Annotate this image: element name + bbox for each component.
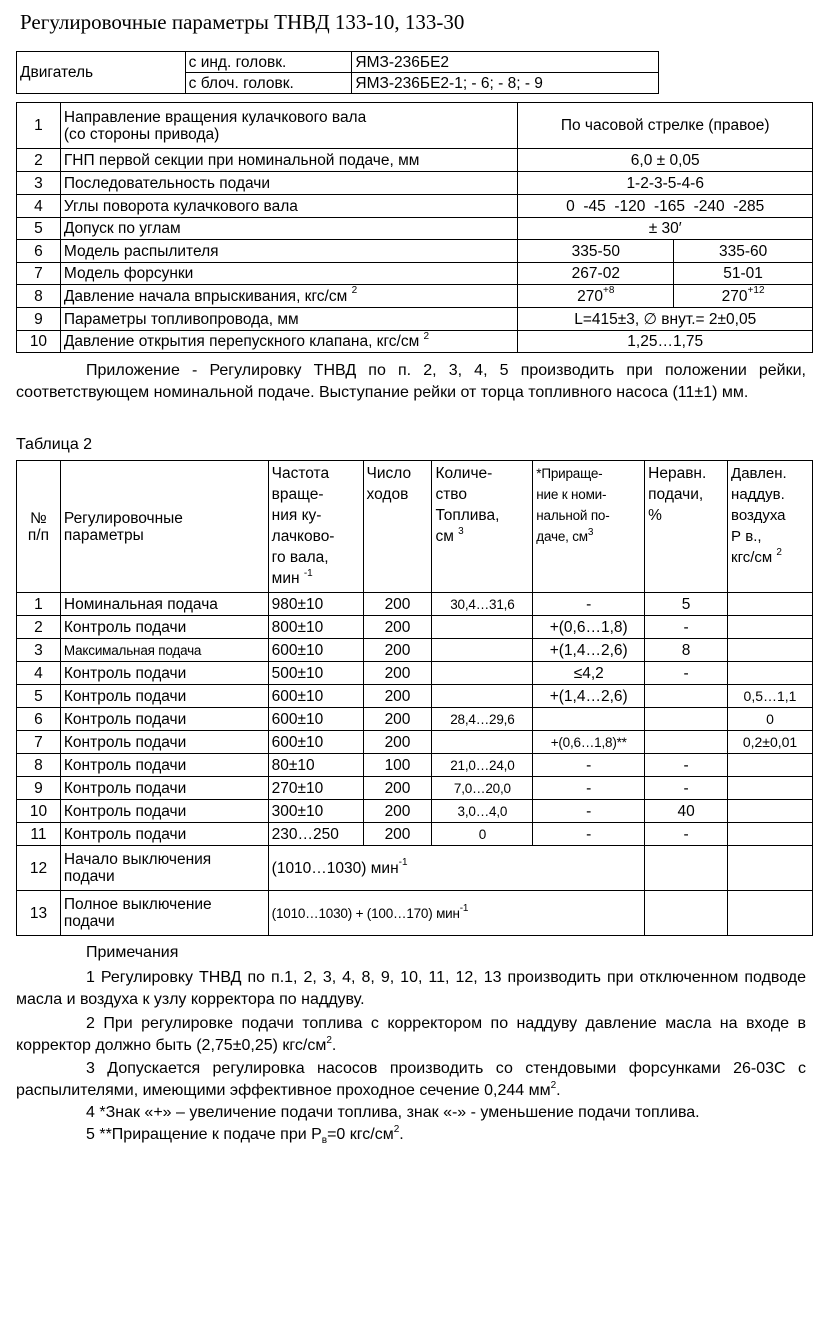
header-line [536, 526, 641, 547]
row-frequency: 80±10 [268, 754, 363, 777]
row-fuel-qty [432, 731, 533, 754]
row-unevenness [645, 685, 728, 708]
row-number: 2 [17, 616, 61, 639]
engine-head-type: с инд. головк. [185, 52, 352, 73]
param-value: L=415±3, ∅ внут.= 2±0,05 [518, 308, 813, 331]
row-increment: ≤4,2 [533, 662, 645, 685]
param-value-a: 335-50 [518, 240, 674, 263]
row-number: 10 [17, 331, 61, 353]
note-2 [16, 1013, 806, 1057]
param-line: подачи [63, 913, 115, 930]
row-boost-pressure [728, 800, 813, 823]
engine-table [16, 51, 659, 94]
header-strokes [363, 461, 432, 593]
engine-head-type: с блоч. головк. [185, 73, 352, 94]
table-row [17, 149, 813, 172]
row-increment: - [533, 823, 645, 846]
row-increment: +(1,4…2,6) [533, 639, 645, 662]
row-increment: - [533, 754, 645, 777]
row-strokes: 200 [363, 800, 432, 823]
row-boost-pressure [728, 777, 813, 800]
empty-cell [728, 891, 813, 936]
empty-cell [533, 846, 645, 891]
table-row [17, 754, 813, 777]
note-end: . [331, 1037, 337, 1054]
empty-cell [645, 846, 728, 891]
header-line: *Прираще- [536, 466, 603, 481]
unit-superscript: 2 [326, 1034, 332, 1046]
row-number: 9 [17, 308, 61, 331]
param-value: 1-2-3-5-4-6 [518, 172, 813, 195]
header-line [435, 526, 529, 547]
row-param: Контроль подачи [60, 685, 268, 708]
notes-title: Примечания [86, 944, 179, 961]
table2-label: Таблица 2 [16, 436, 93, 453]
param-name [60, 331, 518, 353]
header-line [272, 568, 360, 589]
header-line: ство [435, 486, 467, 503]
unit-superscript: -1 [459, 903, 469, 914]
note-end: . [556, 1082, 561, 1099]
row-boost-pressure [728, 754, 813, 777]
table-row [17, 731, 813, 754]
header-line: нальной по- [536, 508, 610, 523]
header-num [17, 461, 61, 593]
row-boost-pressure: 0 [728, 708, 813, 731]
header-line: Регулировочные [63, 509, 183, 527]
document-title: Регулировочные параметры ТНВД 133-10, 133-30 [20, 10, 465, 34]
param-name: ГНП первой секции при номинальной подаче, мм [60, 149, 518, 172]
note-text: =0 кгс/см [327, 1126, 394, 1143]
header-fuel-qty [432, 461, 533, 593]
row-fuel-qty [432, 616, 533, 639]
row-fuel-qty [432, 662, 533, 685]
table-row [17, 800, 813, 823]
param-value-b [674, 285, 813, 308]
unit-superscript: 2 [423, 330, 430, 342]
unit-superscript: 2 [550, 1079, 557, 1091]
param-value: 6,0 ± 0,05 [518, 149, 813, 172]
row-number: 5 [17, 218, 61, 240]
engine-model: ЯМЗ-236БЕ2 [352, 52, 659, 73]
header-line: п/п [27, 526, 49, 544]
table-header-row [17, 461, 813, 593]
header-text: кгс/см [731, 549, 773, 566]
param-name: Модель распылителя [60, 240, 518, 263]
param-name [60, 285, 518, 308]
engine-label: Двигатель [17, 52, 186, 94]
row-unevenness: 5 [645, 593, 728, 616]
row-boost-pressure [728, 593, 813, 616]
note-end: . [399, 1126, 404, 1143]
row-param: Контроль подачи [60, 823, 268, 846]
row-unevenness: - [645, 616, 728, 639]
row-frequency: 980±10 [268, 593, 363, 616]
row-frequency: 500±10 [268, 662, 363, 685]
param-name: Параметры топливопровода, мм [60, 308, 518, 331]
row-param: Контроль подачи [60, 662, 268, 685]
param-name: Углы поворота кулачкового вала [60, 195, 518, 218]
note-text: 2 При регулировке подачи топлива с корректором по наддуву давление масла на входе в корректор должно быть (2,75±0,25) кгс/см [16, 1015, 806, 1054]
param-line: подачи [63, 868, 115, 885]
param-name-line: Направление вращения кулачкового вала [63, 108, 367, 126]
param-name: Допуск по углам [60, 218, 518, 240]
header-text: мин [271, 570, 300, 587]
header-line: лачково- [271, 528, 335, 545]
header-unevenness [645, 461, 728, 593]
tolerance-superscript: +8 [603, 285, 615, 297]
param-name [60, 103, 518, 149]
row-increment: - [533, 777, 645, 800]
row-number: 11 [17, 823, 61, 846]
row-number: 4 [17, 662, 61, 685]
header-line: Давлен. [731, 465, 787, 482]
row-value [268, 846, 533, 891]
engine-model: ЯМЗ-236БЕ2-1; - 6; - 8; - 9 [352, 73, 659, 94]
row-frequency: 270±10 [268, 777, 363, 800]
empty-cell [645, 891, 728, 936]
row-strokes: 200 [363, 777, 432, 800]
row-boost-pressure [728, 662, 813, 685]
row-param: Контроль подачи [60, 708, 268, 731]
param-value-b: 335-60 [674, 240, 813, 263]
param-name-text: Давление открытия перепускного клапана, кгс/см [63, 333, 420, 350]
table-row [17, 777, 813, 800]
param-name-text: Давление начала впрыскивания, кгс/см [63, 287, 348, 305]
row-number: 8 [17, 754, 61, 777]
row-increment: +(1,4…2,6) [533, 685, 645, 708]
unit-superscript: 3 [587, 526, 594, 538]
row-increment: - [533, 800, 645, 823]
row-param: Контроль подачи [60, 616, 268, 639]
param-name: Модель форсунки [60, 263, 518, 285]
row-param: Номинальная подача [60, 593, 268, 616]
row-value [268, 891, 533, 936]
row-frequency: 600±10 [268, 639, 363, 662]
empty-cell [533, 891, 645, 936]
header-param [60, 461, 268, 593]
row-fuel-qty [432, 685, 533, 708]
row-unevenness: - [645, 823, 728, 846]
unit-superscript: 2 [351, 285, 358, 297]
unit-superscript: 3 [458, 525, 464, 537]
table-row [17, 308, 813, 331]
header-line: наддув. [731, 486, 785, 503]
row-number: 2 [17, 149, 61, 172]
row-param: Контроль подачи [60, 754, 268, 777]
table-row [17, 823, 813, 846]
header-line: воздуха [731, 507, 786, 524]
row-param: Контроль подачи [60, 731, 268, 754]
row-number: 3 [17, 172, 61, 195]
row-frequency: 600±10 [268, 708, 363, 731]
row-fuel-qty: 28,4…29,6 [432, 708, 533, 731]
header-increment [533, 461, 645, 593]
tolerance-superscript: +12 [747, 285, 765, 297]
table-row [17, 263, 813, 285]
table-2 [16, 460, 813, 936]
param-value-b: 51-01 [674, 263, 813, 285]
table-row [17, 708, 813, 731]
param-line: Полное выключение [63, 896, 212, 913]
table-row [17, 218, 813, 240]
row-strokes: 200 [363, 685, 432, 708]
param-line: Начало выключения [63, 851, 212, 868]
row-number: 1 [17, 103, 61, 149]
row-fuel-qty: 0 [432, 823, 533, 846]
row-boost-pressure [728, 639, 813, 662]
param-value-a [518, 285, 674, 308]
table-row [17, 195, 813, 218]
value-text: 270 [577, 287, 604, 305]
row-strokes: 200 [363, 823, 432, 846]
header-text: даче, см [536, 529, 588, 544]
row-increment [533, 708, 645, 731]
table-row [17, 616, 813, 639]
value-text: (1010…1030) + (100…170) мин [271, 905, 460, 921]
param-value: По часовой стрелке (правое) [518, 103, 813, 149]
table-row [17, 639, 813, 662]
row-unevenness: 8 [645, 639, 728, 662]
subscript: в [321, 1135, 328, 1147]
note-text: 5 **Приращение к подаче при Р [86, 1126, 322, 1143]
header-line: ходов [366, 486, 409, 503]
header-freq [268, 461, 363, 593]
param-name-line: (со стороны привода) [63, 125, 220, 143]
header-line: Топлива, [435, 507, 500, 524]
row-increment: +(0,6…1,8) [533, 616, 645, 639]
header-line [731, 547, 809, 568]
table-row [17, 846, 813, 891]
row-strokes: 200 [363, 731, 432, 754]
row-unevenness: 40 [645, 800, 728, 823]
note-text: 4 *Знак «+» – увеличение подачи топлива, знак «-» - уменьшение подачи топлива. [86, 1104, 700, 1121]
header-line: ния ку- [271, 507, 322, 524]
row-unevenness: - [645, 662, 728, 685]
header-line: ние к номи- [536, 487, 607, 502]
row-number: 4 [17, 195, 61, 218]
row-number: 8 [17, 285, 61, 308]
unit-superscript: -1 [303, 567, 313, 579]
row-param: Максимальная подача [60, 639, 268, 662]
row-boost-pressure: 0,2±0,01 [728, 731, 813, 754]
row-strokes: 100 [363, 754, 432, 777]
row-boost-pressure [728, 823, 813, 846]
unit-superscript: -1 [398, 857, 408, 869]
note-1 [16, 967, 806, 1011]
header-line: Р в., [731, 528, 762, 545]
row-boost-pressure [728, 616, 813, 639]
table-row [17, 240, 813, 263]
row-unevenness: - [645, 777, 728, 800]
row-number: 9 [17, 777, 61, 800]
row-increment: - [533, 593, 645, 616]
row-param: Контроль подачи [60, 777, 268, 800]
row-number: 12 [17, 846, 61, 891]
row-frequency: 800±10 [268, 616, 363, 639]
header-line: Частота [271, 465, 330, 482]
unit-superscript: 2 [776, 547, 782, 558]
note-text: 3 Допускается регулировка насосов производить со стендовыми форсунками 26-03С с распылителями, имеющими эффективное проходное сечение 0,244 мм [16, 1060, 806, 1099]
row-number: 7 [17, 731, 61, 754]
value-text: (1010…1030) мин [271, 859, 399, 877]
param-value-a: 267-02 [518, 263, 674, 285]
header-line: Количе- [435, 465, 493, 482]
appendix-body: Приложение - Регулировку ТНВД по п. 2, 3, 4, 5 производить при положении рейки, соответствующем номинальной подаче. Выступание рейки от торца топливного насоса (11±1) мм. [16, 362, 806, 401]
row-unevenness: - [645, 754, 728, 777]
table-row [17, 891, 813, 936]
appendix-text [16, 360, 806, 404]
param-value: ± 30′ [518, 218, 813, 240]
row-frequency: 600±10 [268, 731, 363, 754]
row-frequency: 230…250 [268, 823, 363, 846]
row-param: Контроль подачи [60, 800, 268, 823]
row-strokes: 200 [363, 593, 432, 616]
row-fuel-qty: 7,0…20,0 [432, 777, 533, 800]
note-5 [16, 1124, 806, 1152]
row-strokes: 200 [363, 639, 432, 662]
row-increment: +(0,6…1,8)** [533, 731, 645, 754]
row-fuel-qty: 21,0…24,0 [432, 754, 533, 777]
row-param [60, 846, 268, 891]
param-value: 1,25…1,75 [518, 331, 813, 353]
note-4 [16, 1102, 806, 1124]
header-line: враще- [271, 486, 324, 503]
empty-cell [728, 846, 813, 891]
params-table [16, 102, 813, 353]
row-strokes: 200 [363, 616, 432, 639]
header-line: подачи, [648, 486, 704, 503]
header-boost-pressure [728, 461, 813, 593]
value-text: 270 [721, 287, 748, 305]
unit-superscript: 2 [393, 1123, 400, 1135]
note-text: 1 Регулировку ТНВД по п.1, 2, 3, 4, 8, 9, 10, 11, 12, 13 производить при отключенном подводе масла и воздуха к узлу корректора по наддуву. [16, 969, 806, 1008]
row-fuel-qty: 30,4…31,6 [432, 593, 533, 616]
row-number: 13 [17, 891, 61, 936]
header-line: Число [366, 465, 412, 482]
header-line: го вала, [271, 549, 329, 566]
row-number: 1 [17, 593, 61, 616]
row-boost-pressure: 0,5…1,1 [728, 685, 813, 708]
table-row [17, 285, 813, 308]
row-number: 5 [17, 685, 61, 708]
row-number: 3 [17, 639, 61, 662]
table-row [17, 662, 813, 685]
note-3 [16, 1058, 806, 1102]
param-value: 0 -45 -120 -165 -240 -285 [518, 195, 813, 218]
table-row [17, 593, 813, 616]
table-row [17, 172, 813, 195]
param-name: Последовательность подачи [60, 172, 518, 195]
row-fuel-qty: 3,0…4,0 [432, 800, 533, 823]
row-frequency: 600±10 [268, 685, 363, 708]
table-row [17, 685, 813, 708]
header-text: см [435, 528, 454, 545]
header-line: параметры [63, 526, 144, 544]
row-unevenness [645, 731, 728, 754]
row-param [60, 891, 268, 936]
row-strokes: 200 [363, 708, 432, 731]
row-number: 7 [17, 263, 61, 285]
row-frequency: 300±10 [268, 800, 363, 823]
row-unevenness [645, 708, 728, 731]
table-row [17, 331, 813, 353]
row-strokes: 200 [363, 662, 432, 685]
row-number: 6 [17, 708, 61, 731]
row-number: 10 [17, 800, 61, 823]
row-fuel-qty [432, 639, 533, 662]
table-row [17, 103, 813, 149]
row-number: 6 [17, 240, 61, 263]
header-line: % [648, 507, 662, 524]
header-line: Неравн. [648, 465, 707, 482]
header-line: № [30, 509, 47, 527]
